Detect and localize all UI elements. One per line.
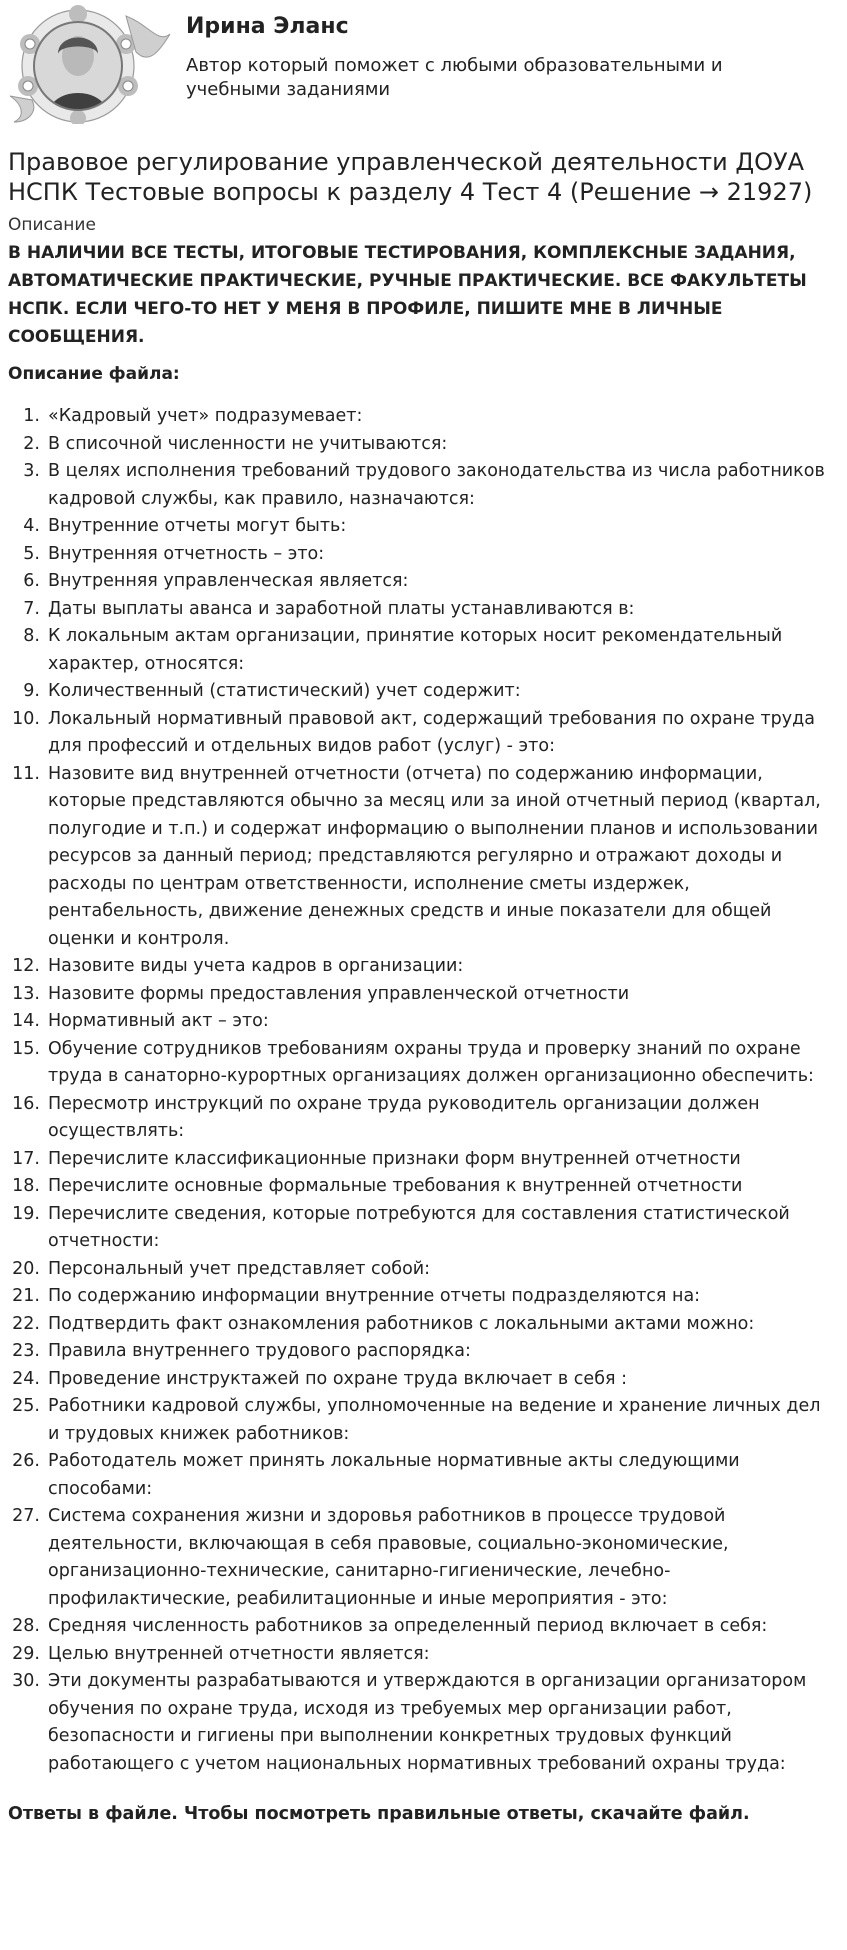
list-item	[8, 1008, 839, 1036]
list-item-text: Персональный учет представляет собой:	[48, 1258, 431, 1279]
list-item	[8, 403, 839, 431]
list-item-text: Работодатель может принять локальные нормативные акты следующими способами:	[48, 1451, 740, 1499]
author-block	[8, 0, 839, 135]
list-item	[8, 1366, 839, 1394]
list-item-number: 19.	[12, 1203, 40, 1224]
list-item-text: Внутренняя отчетность – это:	[48, 543, 325, 564]
list-item	[8, 623, 839, 678]
list-item	[8, 1146, 839, 1174]
list-item-number: 14.	[12, 1011, 40, 1031]
list-item-text: Назовите формы предоставления управленческой отчетности	[48, 983, 630, 1004]
list-item	[8, 458, 839, 513]
list-item-number: 29.	[12, 1643, 40, 1664]
list-item-number: 4.	[23, 516, 40, 536]
avatar[interactable]	[8, 4, 178, 124]
list-item-text: Правила внутреннего трудового распорядка:	[48, 1341, 471, 1361]
description-label: Описание	[8, 215, 96, 235]
list-item-text: Пересмотр инструкций по охране труда руководитель организации должен осуществлять:	[48, 1093, 760, 1141]
list-item-number: 30.	[12, 1671, 40, 1691]
list-item	[8, 1668, 839, 1778]
list-item-text: В списочной численности не учитываются:	[48, 433, 448, 454]
list-item-text: Внутренние отчеты могут быть:	[48, 516, 347, 536]
list-item-number: 8.	[23, 626, 40, 646]
list-item-text: Целью внутренней отчетности является:	[48, 1643, 430, 1664]
list-item-text: «Кадровый учет» подразумевает:	[48, 406, 363, 426]
list-item-text: Назовите вид внутренней отчетности (отчета) по содержанию информации, которые представляются обычно за месяц или за иной отчетный период (квартал, полугодие и т.п.) и содержат информацию о выполнении планов и использовании ресурсов за данный период; представляются регулярно и отражают доходы и расходы по центрам ответственности, исполнение сметы издержек, рентабельность, движение денежных средств и иные показатели для общей оценки и контроля.	[48, 763, 821, 949]
list-item	[8, 1311, 839, 1339]
list-item-number: 20.	[12, 1258, 40, 1279]
list-item	[8, 596, 839, 624]
list-item-text: В целях исполнения требований трудового законодательства из числа работников кадровой службы, как правило, назначаются:	[48, 461, 825, 509]
page-title: Правовое регулирование управленческой деятельности ДОУА НСПК Тестовые вопросы к разделу 4 Тест 4 (Решение → 21927)	[8, 148, 813, 206]
list-item	[8, 678, 839, 706]
list-item	[8, 1641, 839, 1669]
list-item-text: По содержанию информации внутренние отчеты подразделяются на:	[48, 1286, 701, 1306]
list-item-text: Обучение сотрудников требованиям охраны труда и проверку знаний по охране труда в санаторно-курортных организациях должен организационно обеспечить:	[48, 1038, 814, 1086]
list-item	[8, 1283, 839, 1311]
list-item-number: 21.	[12, 1286, 40, 1306]
question-list	[8, 403, 839, 1778]
list-item-text: Перечислите классификационные признаки форм внутренней отчетности	[48, 1148, 741, 1169]
list-item-number: 1.	[23, 406, 40, 426]
list-item	[8, 1613, 839, 1641]
list-item	[8, 981, 839, 1009]
list-item-number: 22.	[12, 1313, 40, 1334]
list-item-text: Локальный нормативный правовой акт, содержащий требования по охране труда для профессий и отдельных видов работ (услуг) - это:	[48, 708, 815, 756]
list-item-number: 23.	[12, 1341, 40, 1361]
list-item	[8, 706, 839, 761]
list-item-text: Эти документы разрабатываются и утверждаются в организации организатором обучения по охране труда, исходя из требуемых мер организации работ, безопасности и гигиены при выполнении конкретных трудовых функций работающего с учетом национальных нормативных требований охраны труда:	[48, 1671, 807, 1774]
list-item-number: 28.	[12, 1616, 40, 1636]
list-item	[8, 1091, 839, 1146]
list-item	[8, 1448, 839, 1503]
list-item-number: 5.	[23, 543, 40, 564]
list-item-number: 17.	[12, 1148, 40, 1169]
list-item-text: Внутренняя управленческая является:	[48, 571, 409, 591]
author-info	[186, 0, 786, 102]
list-item-number: 2.	[23, 433, 40, 454]
list-item-number: 11.	[12, 763, 40, 784]
list-item	[8, 953, 839, 981]
description-text: В НАЛИЧИИ ВСЕ ТЕСТЫ, ИТОГОВЫЕ ТЕСТИРОВАНИЯ, КОМПЛЕКСНЫЕ ЗАДАНИЯ, АВТОМАТИЧЕСКИЕ ПРАКТИЧЕСКИЕ, РУЧНЫЕ ПРАКТИЧЕСКИЕ. ВСЕ ФАКУЛЬТЕТЫ НСПК. ЕСЛИ ЧЕГО-ТО НЕТ У МЕНЯ В ПРОФИЛЕ, ПИШИТЕ МНЕ В ЛИЧНЫЕ СООБЩЕНИЯ.	[8, 243, 807, 347]
list-item-text: Назовите виды учета кадров в организации:	[48, 956, 464, 976]
list-item	[8, 1393, 839, 1448]
list-item	[8, 431, 839, 459]
author-description: Автор который поможет с любыми образовательными и учебными заданиями	[186, 55, 723, 100]
list-item-number: 26.	[12, 1451, 40, 1471]
list-item	[8, 541, 839, 569]
list-item-number: 6.	[23, 571, 40, 591]
list-item-text: Даты выплаты аванса и заработной платы устанавливаются в:	[48, 598, 635, 619]
list-item	[8, 1201, 839, 1256]
list-item-number: 24.	[12, 1368, 40, 1389]
list-item-text: Работники кадровой службы, уполномоченные на ведение и хранение личных дел и трудовых книжек работников:	[48, 1396, 821, 1444]
list-item-number: 27.	[12, 1506, 40, 1526]
list-item-text: Средняя численность работников за определенный период включает в себя:	[48, 1616, 768, 1636]
author-name[interactable]: Ирина Эланс	[186, 14, 349, 39]
list-item-number: 25.	[12, 1396, 40, 1416]
avatar-image	[8, 4, 178, 124]
list-item	[8, 513, 839, 541]
list-item	[8, 568, 839, 596]
list-item-text: Нормативный акт – это:	[48, 1011, 269, 1031]
list-item	[8, 1503, 839, 1613]
list-item-number: 16.	[12, 1093, 40, 1114]
list-item-text: Перечислите сведения, которые потребуются для составления статистической отчетности:	[48, 1203, 790, 1251]
list-item	[8, 1256, 839, 1284]
list-item-text: Перечислите основные формальные требования к внутренней отчетности	[48, 1176, 743, 1196]
list-item-number: 13.	[12, 983, 40, 1004]
list-item-text: Проведение инструктажей по охране труда включает в себя :	[48, 1368, 627, 1389]
list-item-text: Количественный (статистический) учет содержит:	[48, 681, 521, 701]
list-item-text: Система сохранения жизни и здоровья работников в процессе трудовой деятельности, включающая в себя правовые, социально-экономические, организационно-технические, санитарно-гигиенические, лечебно-профилактические, реабилитационные и иные мероприятия - это:	[48, 1506, 729, 1609]
list-item-number: 15.	[12, 1038, 40, 1059]
list-item-number: 10.	[12, 708, 40, 729]
answers-note: Ответы в файле. Чтобы посмотреть правильные ответы, скачайте файл.	[8, 1804, 750, 1824]
list-item-number: 7.	[23, 598, 40, 619]
list-item-number: 18.	[12, 1176, 40, 1196]
list-item-number: 3.	[23, 461, 40, 481]
list-item-text: К локальным актам организации, принятие которых носит рекомендательный характер, относятся:	[48, 626, 783, 674]
file-description-label: Описание файла:	[8, 364, 180, 384]
list-item-text: Подтвердить факт ознакомления работников с локальными актами можно:	[48, 1313, 755, 1334]
list-item	[8, 1173, 839, 1201]
list-item	[8, 761, 839, 954]
list-item	[8, 1338, 839, 1366]
list-item	[8, 1036, 839, 1091]
list-item-number: 9.	[23, 681, 40, 701]
list-item-number: 12.	[12, 956, 40, 976]
